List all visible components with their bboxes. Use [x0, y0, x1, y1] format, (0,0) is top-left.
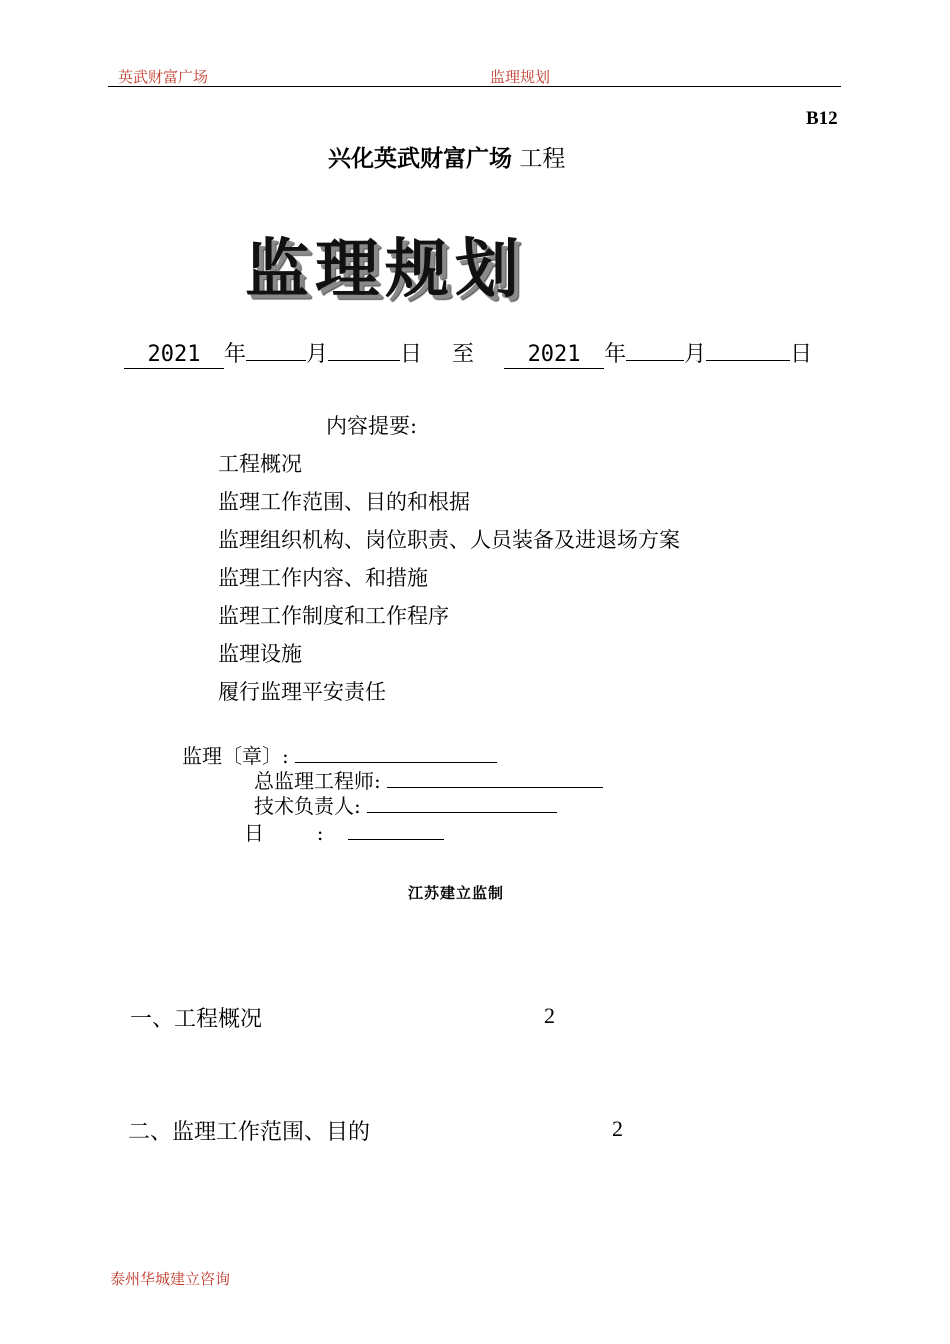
- end-month-blank: [626, 334, 684, 361]
- chief-engineer-blank: [387, 767, 603, 788]
- sign-date-row: [244, 817, 444, 846]
- start-day-unit: 日: [400, 342, 423, 367]
- tech-lead-label: 技术负责人:: [254, 794, 361, 818]
- seal-label: 监理〔章〕:: [182, 744, 289, 768]
- seal-blank: [295, 742, 497, 763]
- toc-entry-page: 2: [544, 1003, 555, 1028]
- header-center-text: 监理规划: [490, 68, 551, 86]
- toc-entry-title: 二、监理工作范围、目的: [128, 1120, 371, 1145]
- end-day-unit: 日: [790, 342, 813, 367]
- project-title: [328, 140, 565, 173]
- tech-lead-blank: [367, 792, 557, 813]
- toc-entry-title: 一、工程概况: [130, 1007, 263, 1032]
- date-line: [124, 334, 812, 369]
- start-year-unit: 年: [224, 342, 247, 367]
- end-year-unit: 年: [604, 342, 627, 367]
- start-month-blank: [246, 334, 306, 361]
- contents-item: 履行监理平安责任: [218, 680, 386, 704]
- contents-item: 监理工作制度和工作程序: [218, 604, 449, 628]
- sign-date-blank: [348, 819, 444, 840]
- tech-row: [254, 790, 557, 819]
- end-month-unit: 月: [684, 342, 707, 367]
- sign-date-colon: :: [316, 821, 324, 845]
- contents-item: 监理工作范围、目的和根据: [218, 490, 470, 514]
- header-left-text: 英武财富广场: [118, 68, 209, 86]
- toc-entry-page: 2: [612, 1116, 623, 1141]
- contents-heading: 内容提要:: [326, 414, 418, 438]
- start-month-unit: 月: [306, 342, 329, 367]
- contents-item: 工程概况: [218, 452, 302, 476]
- page-title: 监理规划: [245, 233, 525, 307]
- footer-text: 泰州华城建立咨询: [110, 1270, 231, 1288]
- sign-date-label: 日: [244, 821, 264, 845]
- contents-item: 监理工作内容、和措施: [218, 566, 428, 590]
- header-rule: [108, 86, 841, 87]
- maker-text: 江苏建立监制: [408, 884, 505, 902]
- project-suffix: 工程: [519, 146, 566, 172]
- start-day-blank: [328, 334, 400, 361]
- end-year: 2021: [504, 342, 604, 369]
- date-to: 至: [452, 342, 475, 367]
- start-year: 2021: [124, 342, 224, 369]
- chief-engineer-label: 总监理工程师:: [254, 769, 381, 793]
- doc-code: B12: [806, 108, 838, 129]
- contents-item: 监理设施: [218, 642, 302, 666]
- end-day-blank: [706, 334, 790, 361]
- contents-item: 监理组织机构、岗位职责、人员装备及进退场方案: [218, 528, 680, 552]
- project-name: 兴化英武财富广场: [328, 145, 512, 172]
